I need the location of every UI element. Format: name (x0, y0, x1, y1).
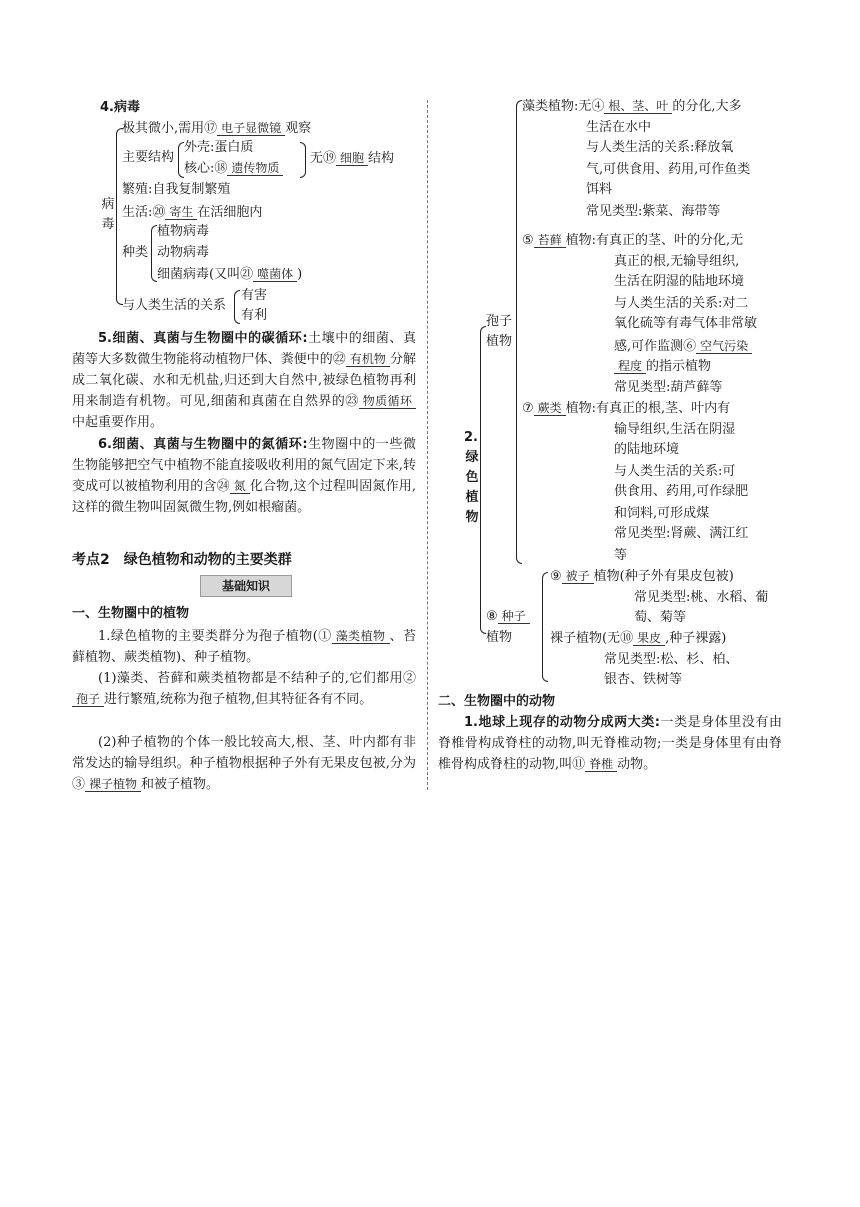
structure-core: 核心:⑱ 遗传物质 (184, 158, 283, 179)
moss-row-2: 真正的根,无输导组织, (614, 254, 740, 269)
algae-row-5: 饵料 (586, 182, 613, 197)
answer-2: 孢子 (72, 692, 104, 707)
relation-label: 与人类生活的关系 (122, 298, 227, 313)
virus-side-label: 病 毒 (101, 197, 115, 232)
answer-18: 遗传物质 (227, 161, 283, 176)
virus-heading: 4.病毒 (100, 100, 140, 115)
answer-5: 苔藓 (534, 233, 566, 248)
type-bacteria-virus: 细菌病毒(又叫㉑ 噬菌体 ) (157, 267, 303, 282)
algae-row-2: 生活在水中 (586, 120, 652, 135)
fern-row-3: 的陆地环境 (614, 442, 680, 457)
paragraph-spore-plants: (1)藻类、苔藓和蕨类植物都是不结种子的,它们都用②孢子 进行繁殖,统称为孢子植物,但其特征各有不同。 (72, 668, 416, 710)
moss-row-8: 常见类型:葫芦藓等 (614, 380, 723, 395)
answer-1: 藻类植物 (332, 629, 390, 644)
answer-20: 寄生 (165, 205, 197, 220)
section-animals-heading: 二、生物圈中的动物 (438, 694, 556, 709)
answer-7: 蕨类 (534, 401, 566, 416)
fern-row-5: 供食用、药用,可作绿肥 (614, 484, 749, 499)
answer-3: 裸子植物 (85, 777, 141, 792)
answer-19: 细胞 (336, 151, 368, 166)
moss-row-5: 氧化硫等有毒气体非常敏 (614, 316, 758, 331)
section-kaodian-2: 考点2 绿色植物和动物的主要类群 (72, 552, 292, 568)
moss-row-3: 生活在阴湿的陆地环境 (614, 274, 745, 289)
section-plants-heading: 一、生物圈中的植物 (72, 606, 190, 621)
fern-row-7: 常见类型:肾蕨、满江红 (614, 526, 749, 541)
answer-24: 氮 (230, 479, 250, 494)
angiosperm-row-1: ⑨ 被子 植物(种子外有果皮包被) (550, 569, 734, 584)
answer-6-cont: 程度 (614, 359, 646, 374)
gymnosperm-row-3: 银杏、铁树等 (604, 672, 683, 687)
moss-row-1: ⑤ 苔藓 植物:有真正的茎、叶的分化,无 (522, 233, 744, 248)
answer-17: 电子显微镜 (217, 121, 285, 136)
angiosperm-row-2: 常见类型:桃、水稻、葡 (634, 590, 769, 605)
angiosperm-row-3: 萄、菊等 (634, 610, 687, 625)
answer-21: 噬菌体 (253, 267, 297, 282)
virus-reproduction: 繁殖:自我复制繁殖 (122, 182, 231, 197)
paragraph-plant-groups: 1.绿色植物的主要类群分为孢子植物(① 藻类植物 、苔藓植物、蕨类植物)、种子植物。 (72, 629, 416, 665)
type-plant-virus: 植物病毒 (157, 224, 210, 239)
algae-row-1: 藻类植物:无④ 根、茎、叶 的分化,大多 (522, 99, 742, 114)
moss-row-6: 感,可作监测⑥ 空气污染 (614, 336, 752, 357)
seed-plants-label-2: 植物 (486, 630, 513, 645)
answer-11: 脊椎 (585, 757, 617, 772)
seed-plants-label: ⑧ 种子 (486, 606, 530, 627)
types-label: 种类 (122, 245, 149, 260)
relation-brace (234, 290, 240, 324)
relation-beneficial: 有利 (241, 308, 268, 323)
type-animal-virus: 动物病毒 (157, 245, 210, 260)
fern-row-1: ⑦ 蕨类 植物:有真正的根,茎、叶内有 (522, 401, 731, 416)
answer-10: 果皮 (633, 631, 665, 646)
spore-plants-label: 孢子 植物 (486, 314, 513, 349)
column-divider (427, 100, 428, 790)
label-green-plants: 绿 色 植 物 (465, 450, 479, 525)
moss-row-4: 与人类生活的关系:对二 (614, 296, 749, 311)
fern-row-4: 与人类生活的关系:可 (614, 464, 736, 479)
virus-size-row: 极其微小,需用⑰ 电子显微镜 观察 (122, 121, 312, 136)
fern-row-6: 和饲料,可形成煤 (614, 506, 710, 521)
gymnosperm-row-2: 常见类型:松、杉、柏、 (604, 652, 739, 667)
algae-row-4: 气,可供食用、药用,可作鱼类 (586, 162, 751, 177)
paragraph-nitrogen-cycle: 6.细菌、真菌与生物圈中的氮循环:生物圈中的一些微生物能够把空气中植物不能直接吸收利用的氮气固定下来,转变成可以被植物利用的含㉔ 氮 化合物,这个过程叫固氮作用,这样的微生物叫固氮微生物,例如根瘤菌。 (72, 437, 416, 515)
algae-row-6: 常见类型:紫菜、海带等 (586, 204, 721, 219)
basic-knowledge-bar: 基础知识 (200, 575, 292, 597)
answer-8: 种子 (498, 609, 530, 624)
green-plants-brace (480, 326, 486, 634)
answer-22: 有机物 (346, 352, 390, 367)
algae-row-3: 与人类生活的关系:释放氧 (586, 140, 734, 155)
structure-brace-right (300, 142, 306, 178)
structure-shell: 外壳:蛋白质 (184, 140, 254, 155)
moss-row-7: 程度 的指示植物 (614, 356, 711, 377)
fern-row-8: 等 (614, 548, 628, 563)
answer-4: 根、茎、叶 (604, 99, 672, 114)
spore-plants-brace (516, 100, 522, 564)
structure-label: 主要结构 (122, 150, 175, 165)
answer-6: 空气污染 (696, 339, 752, 354)
fern-row-2: 输导组织,生活在阴湿 (614, 422, 736, 437)
answer-9: 被子 (562, 569, 594, 584)
paragraph-carbon-cycle: 5.细菌、真菌与生物圈中的碳循环:土壤中的细菌、真菌等大多数微生物能将动植物尸体、粪便中的㉒ 有机物 分解成二氧化碳、水和无机盐,归还到大自然中,被绿色植物再利用来制造有机物。可见,细菌和真菌在自然界的㉓ 物质循环中起重要作用。 (72, 331, 416, 430)
answer-23: 物质循环 (359, 394, 416, 409)
paragraph-animal-groups: 1.地球上现存的动物分成两大类:一类是身体里没有由脊椎骨构成脊柱的动物,叫无脊椎动物;一类是身体里有由脊椎骨构成脊柱的动物,叫⑪ 脊椎 动物。 (438, 715, 782, 772)
relation-harmful: 有害 (241, 288, 268, 303)
structure-no-cell: 无⑲ 细胞 结构 (310, 151, 395, 166)
virus-life: 生活:⑳ 寄生 在活细胞内 (122, 205, 263, 220)
seed-plants-brace (542, 572, 548, 682)
paragraph-seed-plants: (2)种子植物的个体一般比较高大,根、茎、叶内都有非常发达的输导组织。种子植物根据种子外有无果皮包被,分为③ 裸子植物 和被子植物。 (72, 735, 416, 792)
label-2: 2. (464, 430, 478, 445)
gymnosperm-row-1: 裸子植物(无⑩ 果皮 ,种子裸露) (550, 631, 727, 646)
